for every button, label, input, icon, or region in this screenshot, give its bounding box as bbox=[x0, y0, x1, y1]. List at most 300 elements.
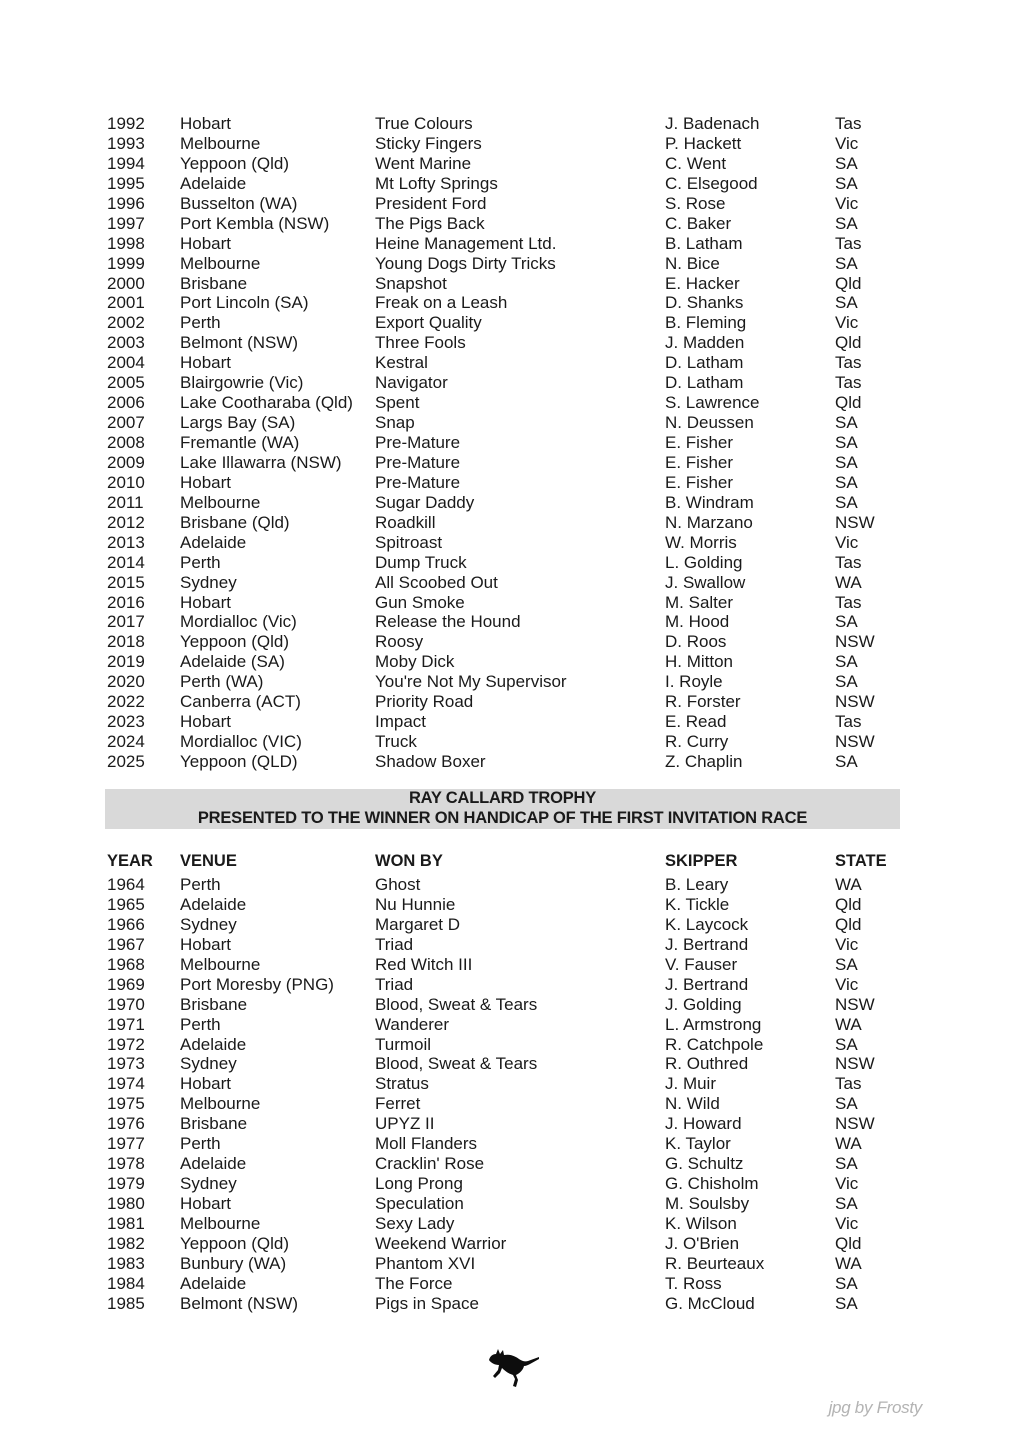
table-row bbox=[107, 293, 937, 313]
skipper-cell: N. Wild bbox=[665, 1094, 720, 1114]
year-cell: 2012 bbox=[107, 512, 145, 532]
state-cell: SA bbox=[835, 492, 858, 512]
skipper-cell: D. Roos bbox=[665, 632, 727, 652]
kangaroo-silhouette bbox=[489, 1349, 539, 1387]
won-by-cell: Release the Hound bbox=[375, 612, 521, 632]
venue-cell: Brisbane (Qld) bbox=[180, 512, 290, 532]
skipper-cell: R. Forster bbox=[665, 692, 741, 712]
venue-cell: Lake Illawarra (NSW) bbox=[180, 452, 342, 472]
state-cell: NSW bbox=[835, 1114, 875, 1134]
state-cell: SA bbox=[835, 1154, 858, 1174]
won-by-cell: Pre-Mature bbox=[375, 452, 461, 472]
state-cell: SA bbox=[835, 253, 858, 273]
skipper-cell: J. Badenach bbox=[665, 114, 760, 133]
venue-cell: Melbourne bbox=[180, 133, 261, 153]
state-cell: NSW bbox=[835, 732, 875, 752]
skipper-column-header: SKIPPER bbox=[665, 852, 738, 870]
won-by-cell: Speculation bbox=[375, 1194, 464, 1213]
state-cell: SA bbox=[835, 1273, 858, 1293]
skipper-cell: S. Lawrence bbox=[665, 393, 760, 413]
venue-cell: Mordialloc (VIC) bbox=[180, 732, 302, 752]
venue-cell: Hobart bbox=[180, 592, 232, 612]
year-cell: 2001 bbox=[107, 293, 145, 313]
year-cell: 2006 bbox=[107, 393, 145, 413]
won-by-cell: Spitroast bbox=[375, 532, 443, 552]
table-row bbox=[107, 1154, 937, 1174]
table-row bbox=[107, 254, 937, 274]
skipper-cell: G. Chisholm bbox=[665, 1174, 759, 1194]
year-cell: 2008 bbox=[107, 433, 145, 452]
venue-cell: Sydney bbox=[180, 1174, 237, 1194]
state-cell: WA bbox=[835, 1253, 862, 1273]
venue-cell: Adelaide bbox=[180, 1034, 247, 1054]
venue-cell: Adelaide bbox=[180, 1273, 247, 1293]
venue-cell: Adelaide bbox=[180, 532, 247, 552]
won-by-cell: Shadow Boxer bbox=[375, 752, 486, 771]
year-cell: 1983 bbox=[107, 1253, 145, 1273]
table-row bbox=[107, 373, 937, 393]
state-cell: SA bbox=[835, 433, 858, 452]
state-cell: Vic bbox=[835, 193, 859, 213]
table-row bbox=[107, 1134, 937, 1154]
table-row bbox=[107, 593, 937, 613]
venue-cell: Hobart bbox=[180, 1194, 232, 1213]
table-row bbox=[107, 955, 937, 975]
skipper-cell: D. Latham bbox=[665, 353, 744, 373]
won-by-cell: Wanderer bbox=[375, 1014, 450, 1034]
year-cell: 2024 bbox=[107, 732, 145, 752]
state-cell: WA bbox=[835, 572, 862, 592]
won-by-cell: Cracklin' Rose bbox=[375, 1154, 485, 1174]
table-row bbox=[107, 1254, 937, 1274]
table-row bbox=[107, 1035, 937, 1055]
state-cell: WA bbox=[835, 875, 862, 894]
table-row bbox=[107, 573, 937, 593]
venue-cell: Hobart bbox=[180, 712, 232, 732]
state-cell: Tas bbox=[835, 712, 862, 732]
skipper-cell: J. Madden bbox=[665, 333, 745, 353]
table-row bbox=[107, 692, 937, 712]
table-row bbox=[107, 473, 937, 493]
won-by-cell: True Colours bbox=[375, 114, 473, 133]
year-cell: 2020 bbox=[107, 672, 145, 692]
table-row bbox=[107, 672, 937, 692]
table-row bbox=[107, 134, 937, 154]
venue-cell: Hobart bbox=[180, 353, 232, 373]
year-cell: 2018 bbox=[107, 632, 145, 652]
skipper-cell: G. Schultz bbox=[665, 1154, 744, 1174]
year-cell: 2019 bbox=[107, 652, 145, 672]
skipper-cell: K. Tickle bbox=[665, 894, 730, 914]
skipper-cell: G. McCloud bbox=[665, 1293, 755, 1313]
venue-cell: Yeppoon (Qld) bbox=[180, 632, 290, 652]
won-by-cell: The Force bbox=[375, 1273, 453, 1293]
year-cell: 2014 bbox=[107, 552, 145, 572]
year-cell: 2002 bbox=[107, 313, 145, 333]
table-row bbox=[107, 553, 937, 573]
won-by-cell: Went Marine bbox=[375, 153, 472, 173]
state-cell: SA bbox=[835, 612, 858, 632]
table-row bbox=[107, 995, 937, 1015]
year-cell: 1966 bbox=[107, 914, 145, 934]
table-row bbox=[107, 1114, 937, 1134]
state-cell: Tas bbox=[835, 592, 862, 612]
year-cell: 1970 bbox=[107, 994, 145, 1014]
year-cell: 1982 bbox=[107, 1233, 145, 1253]
table-row bbox=[107, 732, 937, 752]
venue-cell: Adelaide bbox=[180, 894, 247, 914]
state-cell: Tas bbox=[835, 1074, 862, 1094]
table-row bbox=[107, 513, 937, 533]
venue-cell: Perth bbox=[180, 552, 221, 572]
state-cell: Vic bbox=[835, 313, 859, 333]
venue-cell: Perth bbox=[180, 875, 221, 894]
table-row bbox=[107, 935, 937, 955]
state-cell: SA bbox=[835, 1094, 858, 1114]
skipper-cell: L. Armstrong bbox=[665, 1014, 762, 1034]
venue-cell: Melbourne bbox=[180, 1094, 261, 1114]
skipper-cell: T. Ross bbox=[665, 1273, 722, 1293]
state-cell: SA bbox=[835, 413, 858, 433]
won-by-cell: Nu Hunnie bbox=[375, 894, 456, 914]
skipper-cell: E. Fisher bbox=[665, 433, 734, 452]
won-by-cell: Long Prong bbox=[375, 1174, 463, 1194]
year-cell: 1981 bbox=[107, 1213, 145, 1233]
trophy-table-header bbox=[107, 852, 937, 872]
state-cell: SA bbox=[835, 173, 858, 193]
table-row bbox=[107, 632, 937, 652]
venue-cell: Blairgowrie (Vic) bbox=[180, 373, 304, 393]
won-by-cell: Roadkill bbox=[375, 512, 436, 532]
skipper-cell: B. Latham bbox=[665, 233, 743, 253]
venue-cell: Brisbane bbox=[180, 1114, 248, 1134]
won-by-cell: Blood, Sweat & Tears bbox=[375, 1054, 538, 1074]
year-cell: 1994 bbox=[107, 153, 145, 173]
venue-cell: Melbourne bbox=[180, 492, 261, 512]
table-row bbox=[107, 1015, 937, 1035]
year-cell: 1996 bbox=[107, 193, 145, 213]
ray-callard-trophy-winners-table bbox=[107, 875, 937, 1314]
skipper-cell: J. O'Brien bbox=[665, 1233, 740, 1253]
won-by-cell: Export Quality bbox=[375, 313, 482, 333]
skipper-cell: E. Fisher bbox=[665, 452, 734, 472]
skipper-cell: H. Mitton bbox=[665, 652, 734, 672]
won-by-cell: Red Witch III bbox=[375, 954, 473, 974]
year-cell: 1999 bbox=[107, 253, 145, 273]
venue-cell: Brisbane bbox=[180, 273, 248, 293]
table-row bbox=[107, 915, 937, 935]
year-cell: 2025 bbox=[107, 752, 145, 771]
year-cell: 1968 bbox=[107, 954, 145, 974]
watermark-text: jpg by Frosty bbox=[828, 1398, 922, 1417]
venue-cell: Hobart bbox=[180, 1074, 232, 1094]
won-by-cell: UPYZ II bbox=[375, 1114, 435, 1134]
won-by-cell: Heine Management Ltd. bbox=[375, 233, 557, 253]
state-column-header: STATE bbox=[835, 852, 887, 870]
venue-cell: Port Moresby (PNG) bbox=[180, 974, 334, 994]
trophy-subtitle: PRESENTED TO THE WINNER ON HANDICAP OF THE FIRST INVITATION RACE bbox=[197, 808, 808, 827]
table-row bbox=[107, 1054, 937, 1074]
won-by-cell: Impact bbox=[375, 712, 427, 732]
skipper-cell: Z. Chaplin bbox=[665, 752, 743, 771]
table-row bbox=[107, 154, 937, 174]
skipper-cell: V. Fauser bbox=[665, 954, 738, 974]
state-cell: SA bbox=[835, 293, 858, 313]
table-row bbox=[107, 493, 937, 513]
state-cell: SA bbox=[835, 1194, 858, 1213]
table-row bbox=[107, 1174, 937, 1194]
won-by-cell: Spent bbox=[375, 393, 420, 413]
year-cell: 2007 bbox=[107, 413, 145, 433]
venue-cell: Port Kembla (NSW) bbox=[180, 213, 330, 233]
year-cell: 1992 bbox=[107, 114, 145, 133]
state-cell: Vic bbox=[835, 1213, 859, 1233]
venue-column-header: VENUE bbox=[180, 852, 237, 870]
year-cell: 1975 bbox=[107, 1094, 145, 1114]
table-row bbox=[107, 752, 937, 772]
state-cell: NSW bbox=[835, 692, 875, 712]
year-cell: 2023 bbox=[107, 712, 145, 732]
venue-cell: Adelaide (SA) bbox=[180, 652, 285, 672]
year-cell: 1984 bbox=[107, 1273, 145, 1293]
state-cell: SA bbox=[835, 652, 858, 672]
skipper-cell: R. Beurteaux bbox=[665, 1253, 765, 1273]
won-by-cell: Freak on a Leash bbox=[375, 293, 508, 313]
skipper-cell: C. Went bbox=[665, 153, 727, 173]
won-by-cell: Snapshot bbox=[375, 273, 447, 293]
year-cell: 1976 bbox=[107, 1114, 145, 1134]
state-cell: Qld bbox=[835, 393, 862, 413]
year-cell: 2004 bbox=[107, 353, 145, 373]
year-cell: 1997 bbox=[107, 213, 145, 233]
won-by-cell: Margaret D bbox=[375, 914, 461, 934]
table-row bbox=[107, 1214, 937, 1234]
table-row bbox=[107, 1294, 937, 1314]
skipper-cell: J. Bertrand bbox=[665, 934, 749, 954]
table-row bbox=[107, 712, 937, 732]
skipper-cell: C. Elsegood bbox=[665, 173, 758, 193]
kangaroo-logo-icon bbox=[486, 1348, 540, 1388]
won-by-cell: Pre-Mature bbox=[375, 472, 461, 492]
skipper-cell: P. Hackett bbox=[665, 133, 742, 153]
won-by-cell: Navigator bbox=[375, 373, 448, 393]
venue-cell: Adelaide bbox=[180, 1154, 247, 1174]
table-row bbox=[107, 453, 937, 473]
venue-cell: Adelaide bbox=[180, 173, 247, 193]
year-cell: 1993 bbox=[107, 133, 145, 153]
venue-cell: Belmont (NSW) bbox=[180, 1293, 299, 1313]
state-cell: Vic bbox=[835, 532, 859, 552]
table-row bbox=[107, 895, 937, 915]
year-cell: 1967 bbox=[107, 934, 145, 954]
won-by-cell: Priority Road bbox=[375, 692, 474, 712]
table-row bbox=[107, 234, 937, 254]
skipper-cell: K. Taylor bbox=[665, 1134, 731, 1154]
table-row bbox=[107, 413, 937, 433]
table-row bbox=[107, 353, 937, 373]
state-cell: Tas bbox=[835, 353, 862, 373]
venue-cell: Mordialloc (Vic) bbox=[180, 612, 297, 632]
year-cell: 1977 bbox=[107, 1134, 145, 1154]
won-by-cell: Stratus bbox=[375, 1074, 429, 1094]
skipper-cell: R. Outhred bbox=[665, 1054, 749, 1074]
won-by-cell: Pigs in Space bbox=[375, 1293, 479, 1313]
won-by-cell: Ferret bbox=[375, 1094, 421, 1114]
year-cell: 1980 bbox=[107, 1194, 145, 1213]
year-cell: 1969 bbox=[107, 974, 145, 994]
venue-cell: Canberra (ACT) bbox=[180, 692, 301, 712]
skipper-cell: S. Rose bbox=[665, 193, 726, 213]
skipper-cell: N. Bice bbox=[665, 253, 720, 273]
skipper-cell: B. Fleming bbox=[665, 313, 747, 333]
state-cell: WA bbox=[835, 1014, 862, 1034]
year-cell: 1973 bbox=[107, 1054, 145, 1074]
venue-cell: Busselton (WA) bbox=[180, 193, 298, 213]
venue-cell: Perth bbox=[180, 1014, 221, 1034]
venue-cell: Fremantle (WA) bbox=[180, 433, 300, 452]
venue-cell: Port Lincoln (SA) bbox=[180, 293, 309, 313]
won-by-cell: Sticky Fingers bbox=[375, 133, 482, 153]
skipper-cell: B. Windram bbox=[665, 492, 754, 512]
venue-cell: Melbourne bbox=[180, 1213, 261, 1233]
table-row bbox=[107, 274, 937, 294]
skipper-cell: D. Latham bbox=[665, 373, 744, 393]
invitation-race-winners-table-continuation bbox=[107, 114, 937, 772]
year-cell: 1998 bbox=[107, 233, 145, 253]
year-cell: 2016 bbox=[107, 592, 145, 612]
venue-cell: Perth bbox=[180, 1134, 221, 1154]
state-cell: SA bbox=[835, 1034, 858, 1054]
won-by-cell: Blood, Sweat & Tears bbox=[375, 994, 538, 1014]
state-cell: SA bbox=[835, 153, 858, 173]
won-by-column-header: WON BY bbox=[375, 852, 443, 870]
year-cell: 1974 bbox=[107, 1074, 145, 1094]
skipper-cell: J. Golding bbox=[665, 994, 742, 1014]
table-row bbox=[107, 612, 937, 632]
state-cell: Tas bbox=[835, 373, 862, 393]
state-cell: SA bbox=[835, 213, 858, 233]
state-cell: Qld bbox=[835, 894, 862, 914]
won-by-cell: The Pigs Back bbox=[375, 213, 485, 233]
year-cell: 1972 bbox=[107, 1034, 145, 1054]
venue-cell: Sydney bbox=[180, 914, 237, 934]
state-cell: Vic bbox=[835, 133, 859, 153]
won-by-cell: Sexy Lady bbox=[375, 1213, 455, 1233]
venue-cell: Melbourne bbox=[180, 253, 261, 273]
state-cell: NSW bbox=[835, 1054, 875, 1074]
year-cell: 2010 bbox=[107, 472, 145, 492]
state-cell: Vic bbox=[835, 934, 859, 954]
won-by-cell: Phantom XVI bbox=[375, 1253, 476, 1273]
venue-cell: Hobart bbox=[180, 472, 232, 492]
venue-cell: Lake Cootharaba (Qld) bbox=[180, 393, 353, 413]
year-cell: 2017 bbox=[107, 612, 145, 632]
state-cell: Tas bbox=[835, 552, 862, 572]
skipper-cell: J. Howard bbox=[665, 1114, 742, 1134]
won-by-cell: Roosy bbox=[375, 632, 424, 652]
year-cell: 1995 bbox=[107, 173, 145, 193]
venue-cell: Melbourne bbox=[180, 954, 261, 974]
skipper-cell: M. Salter bbox=[665, 592, 734, 612]
table-row bbox=[107, 313, 937, 333]
skipper-cell: M. Hood bbox=[665, 612, 730, 632]
won-by-cell: Sugar Daddy bbox=[375, 492, 475, 512]
table-row bbox=[107, 174, 937, 194]
table-row bbox=[107, 214, 937, 234]
won-by-cell: Snap bbox=[375, 413, 415, 433]
table-row bbox=[107, 975, 937, 995]
skipper-cell: L. Golding bbox=[665, 552, 743, 572]
skipper-cell: E. Fisher bbox=[665, 472, 734, 492]
state-cell: Qld bbox=[835, 1233, 862, 1253]
venue-cell: Bunbury (WA) bbox=[180, 1253, 287, 1273]
state-cell: Tas bbox=[835, 114, 862, 133]
year-cell: 1979 bbox=[107, 1174, 145, 1194]
table-row bbox=[107, 1274, 937, 1294]
skipper-cell: K. Laycock bbox=[665, 914, 749, 934]
won-by-cell: All Scoobed Out bbox=[375, 572, 498, 592]
year-cell: 1964 bbox=[107, 875, 145, 894]
year-cell: 2005 bbox=[107, 373, 145, 393]
year-cell: 2000 bbox=[107, 273, 145, 293]
table-row bbox=[107, 1194, 937, 1214]
won-by-cell: Gun Smoke bbox=[375, 592, 465, 612]
skipper-cell: R. Catchpole bbox=[665, 1034, 764, 1054]
skipper-cell: W. Morris bbox=[665, 532, 737, 552]
won-by-cell: Three Fools bbox=[375, 333, 466, 353]
table-row bbox=[107, 1234, 937, 1254]
venue-cell: Yeppoon (Qld) bbox=[180, 153, 290, 173]
year-column-header: YEAR bbox=[107, 852, 153, 870]
won-by-cell: Ghost bbox=[375, 875, 421, 894]
state-cell: NSW bbox=[835, 512, 875, 532]
skipper-cell: K. Wilson bbox=[665, 1213, 737, 1233]
table-row bbox=[107, 393, 937, 413]
venue-cell: Perth bbox=[180, 313, 221, 333]
table-row bbox=[107, 875, 937, 895]
won-by-cell: Dump Truck bbox=[375, 552, 467, 572]
year-cell: 1971 bbox=[107, 1014, 145, 1034]
header-row bbox=[107, 852, 937, 872]
skipper-cell: E. Read bbox=[665, 712, 727, 732]
skipper-cell: E. Hacker bbox=[665, 273, 740, 293]
state-cell: Qld bbox=[835, 333, 862, 353]
won-by-cell: Triad bbox=[375, 974, 414, 994]
skipper-cell: J. Bertrand bbox=[665, 974, 749, 994]
table-row bbox=[107, 652, 937, 672]
skipper-cell: I. Royle bbox=[665, 672, 723, 692]
year-cell: 2022 bbox=[107, 692, 145, 712]
skipper-cell: N. Deussen bbox=[665, 413, 754, 433]
won-by-cell: Turmoil bbox=[375, 1034, 432, 1054]
skipper-cell: C. Baker bbox=[665, 213, 732, 233]
won-by-cell: President Ford bbox=[375, 193, 487, 213]
venue-cell: Yeppoon (Qld) bbox=[180, 1233, 290, 1253]
won-by-cell: Moby Dick bbox=[375, 652, 455, 672]
year-cell: 2009 bbox=[107, 452, 145, 472]
won-by-cell: Young Dogs Dirty Tricks bbox=[375, 253, 556, 273]
year-cell: 2003 bbox=[107, 333, 145, 353]
table-row bbox=[107, 114, 937, 134]
year-cell: 2011 bbox=[107, 492, 144, 512]
table-row bbox=[107, 333, 937, 353]
state-cell: SA bbox=[835, 752, 858, 771]
won-by-cell: Pre-Mature bbox=[375, 433, 461, 452]
venue-cell: Belmont (NSW) bbox=[180, 333, 299, 353]
venue-cell: Yeppoon (QLD) bbox=[180, 752, 298, 771]
venue-cell: Sydney bbox=[180, 1054, 237, 1074]
state-cell: SA bbox=[835, 672, 858, 692]
